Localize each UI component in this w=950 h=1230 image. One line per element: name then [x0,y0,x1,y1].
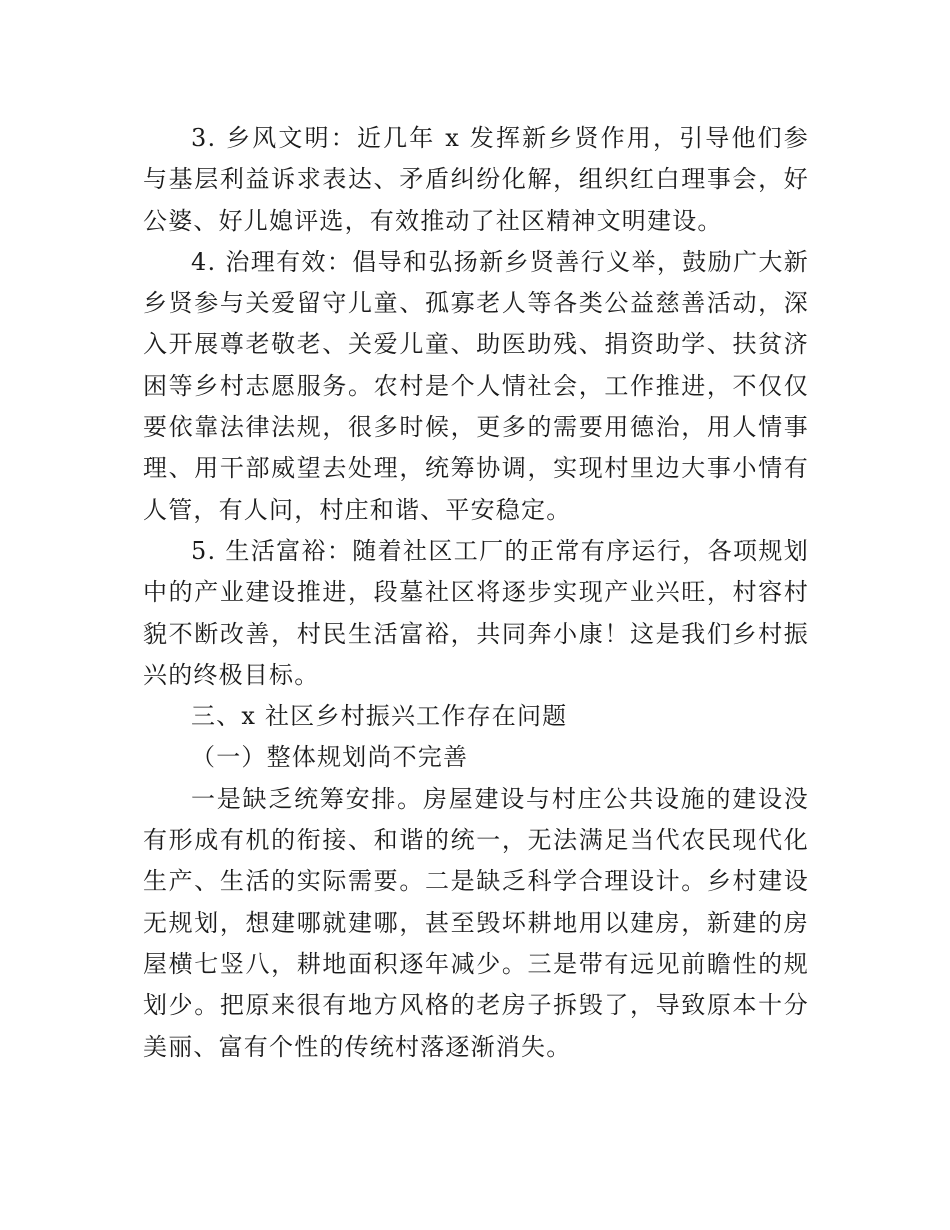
paragraph-planning-issues: 一是缺乏统筹安排。房屋建设与村庄公共设施的建设没有形成有机的衔接、和谐的统一，无法满足当代农民现代化生产、生活的实际需要。二是缺乏科学合理设计。乡村建设无规划，想建哪就建哪，甚至毁坏耕地用以建房，新建的房屋横七竖八，耕地面积逐年减少。三是带有远见前瞻性的规划少。把原来很有地方风格的老房子拆毁了，导致原本十分美丽、富有个性的传统村落逐渐消失。 [143,784,809,1061]
paragraph-prosperous-life: 5. 生活富裕：随着社区工厂的正常有序运行，各项规划中的产业建设推进，段墓社区将逐步实现产业兴旺，村容村貌不断改善，村民生活富裕，共同奔小康！这是我们乡村振兴的终极目标。 [143,536,809,689]
subsection-heading: （一）整体规划尚不完善 [191,743,469,772]
paragraph-rural-civilization: 3. 乡风文明：近几年 x 发挥新乡贤作用，引导他们参与基层利益诉求表达、矛盾纠纷化解，组织红白理事会，好公婆、好儿媳评选，有效推动了社区精神文明建设。 [143,124,809,235]
section-heading: 三、x 社区乡村振兴工作存在问题 [191,702,568,731]
document-body [143,118,809,1068]
paragraph-effective-governance: 4. 治理有效：倡导和弘扬新乡贤善行义举，鼓励广大新乡贤参与关爱留守儿童、孤寡老人等各类公益慈善活动，深入开展尊老敬老、关爱儿童、助医助残、捐资助学、扶贫济困等乡村志愿服务。农村是个人情社会，工作推进，不仅仅要依靠法律法规，很多时候，更多的需要用德治，用人情事理、用干部威望去处理，统筹协调，实现村里边大事小情有人管，有人问，村庄和谐、平安稳定。 [143,247,809,524]
